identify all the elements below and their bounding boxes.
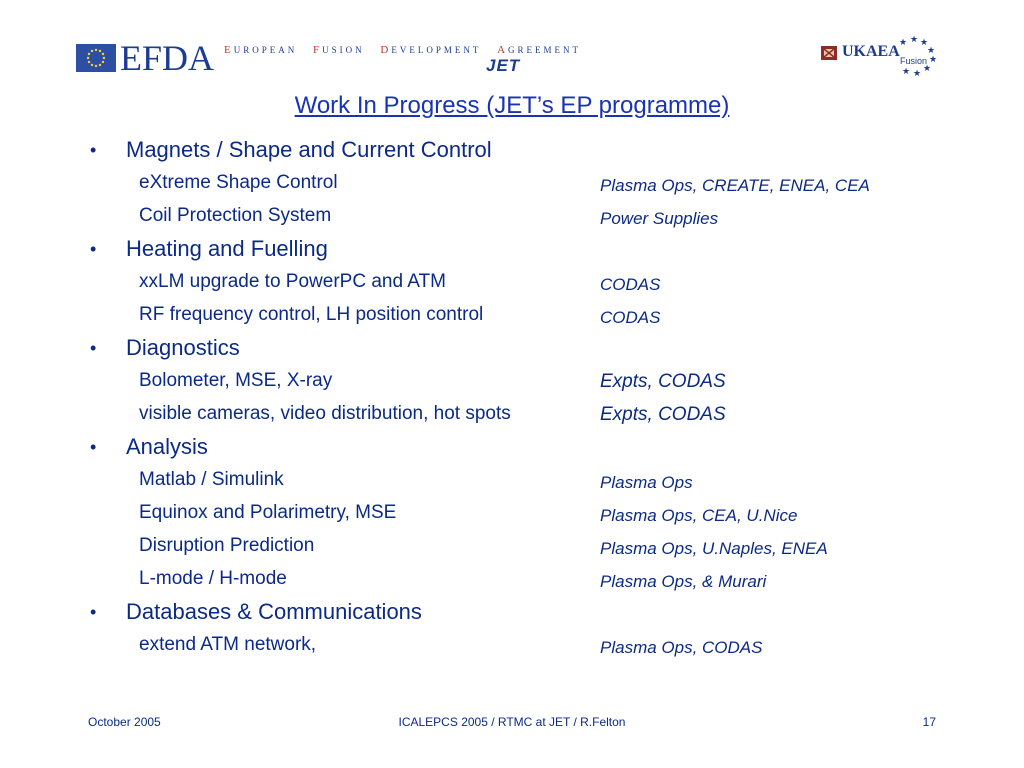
svg-text:★: ★ [920, 38, 929, 48]
item-partners: Plasma Ops, & Murari [600, 572, 767, 591]
efda-wordmark: EFDA [120, 38, 215, 78]
jet-logo: JET [486, 56, 521, 75]
crest-icon [820, 44, 838, 62]
item-topic: Bolometer, MSE, X-ray [139, 370, 333, 391]
item-partners: CODAS [600, 275, 661, 294]
page-number: 17 [922, 715, 936, 729]
bullet-row [90, 332, 990, 365]
bullet-icon: • [90, 437, 97, 457]
efda-logo [76, 38, 582, 78]
ukaea-logo [820, 34, 940, 78]
item-topic: eXtreme Shape Control [139, 172, 338, 193]
ukaea-wordmark: UKAEA [842, 43, 900, 60]
list-item [90, 299, 990, 332]
star-ring-icon [890, 34, 938, 78]
list-item [90, 365, 990, 398]
list-item [90, 398, 990, 431]
item-partners: Plasma Ops, CREATE, ENEA, CEA [600, 176, 870, 195]
item-partners: Power Supplies [600, 209, 719, 228]
bullet-row [90, 431, 990, 464]
svg-text:★: ★ [929, 55, 938, 65]
footer-center: ICALEPCS 2005 / RTMC at JET / R.Felton [398, 715, 626, 729]
bullet-row [90, 233, 990, 266]
svg-text:★: ★ [902, 67, 911, 77]
eu-flag-icon [76, 44, 116, 72]
slide-title: Work In Progress (JET’s EP programme) [294, 92, 730, 119]
slide-content [90, 134, 990, 662]
svg-text:★: ★ [913, 69, 922, 78]
item-topic: L-mode / H-mode [139, 568, 287, 589]
section-heading: Magnets / Shape and Current Control [126, 137, 492, 162]
slide-footer [0, 715, 1024, 731]
section-heating [90, 233, 990, 332]
item-partners: Plasma Ops [600, 473, 693, 492]
efda-tagline: EUROPEAN FUSION DEVELOPMENT AGREEMENT [224, 44, 582, 56]
item-partners: Expts, CODAS [600, 404, 726, 425]
section-magnets [90, 134, 990, 233]
svg-text:★: ★ [923, 64, 932, 74]
list-item [90, 629, 990, 662]
item-partners: CODAS [600, 308, 661, 327]
item-partners: Expts, CODAS [600, 371, 726, 392]
bullet-row [90, 596, 990, 629]
bullet-icon: • [90, 140, 97, 160]
svg-text:★: ★ [910, 35, 919, 45]
svg-text:★: ★ [927, 46, 936, 56]
item-topic: Coil Protection System [139, 205, 332, 226]
item-partners: Plasma Ops, CODAS [600, 638, 763, 657]
bullet-icon: • [90, 602, 97, 622]
bullet-icon: • [90, 338, 97, 358]
item-topic: Disruption Prediction [139, 535, 315, 556]
section-heading: Heating and Fuelling [126, 236, 328, 261]
section-heading: Databases & Communications [126, 599, 422, 624]
item-partners: Plasma Ops, U.Naples, ENEA [600, 539, 828, 558]
bullet-icon: • [90, 239, 97, 259]
list-item [90, 530, 990, 563]
item-topic: extend ATM network, [139, 634, 317, 655]
list-item [90, 563, 990, 596]
footer-date: October 2005 [88, 715, 161, 729]
item-topic: Equinox and Polarimetry, MSE [139, 502, 397, 523]
item-topic: Matlab / Simulink [139, 469, 284, 490]
list-item [90, 464, 990, 497]
section-diagnostics [90, 332, 990, 431]
list-item [90, 266, 990, 299]
list-item [90, 497, 990, 530]
bullet-row [90, 134, 990, 167]
svg-text:★: ★ [899, 38, 908, 48]
item-partners: Plasma Ops, CEA, U.Nice [600, 506, 798, 525]
section-databases [90, 596, 990, 662]
section-analysis [90, 431, 990, 596]
fusion-wordmark: Fusion [900, 56, 928, 66]
section-heading: Diagnostics [126, 335, 240, 360]
section-heading: Analysis [126, 434, 208, 459]
list-item [90, 200, 990, 233]
item-topic: RF frequency control, LH position control [139, 304, 484, 325]
item-topic: xxLM upgrade to PowerPC and ATM [139, 271, 446, 292]
list-item [90, 167, 990, 200]
item-topic: visible cameras, video distribution, hot spots [139, 403, 511, 424]
